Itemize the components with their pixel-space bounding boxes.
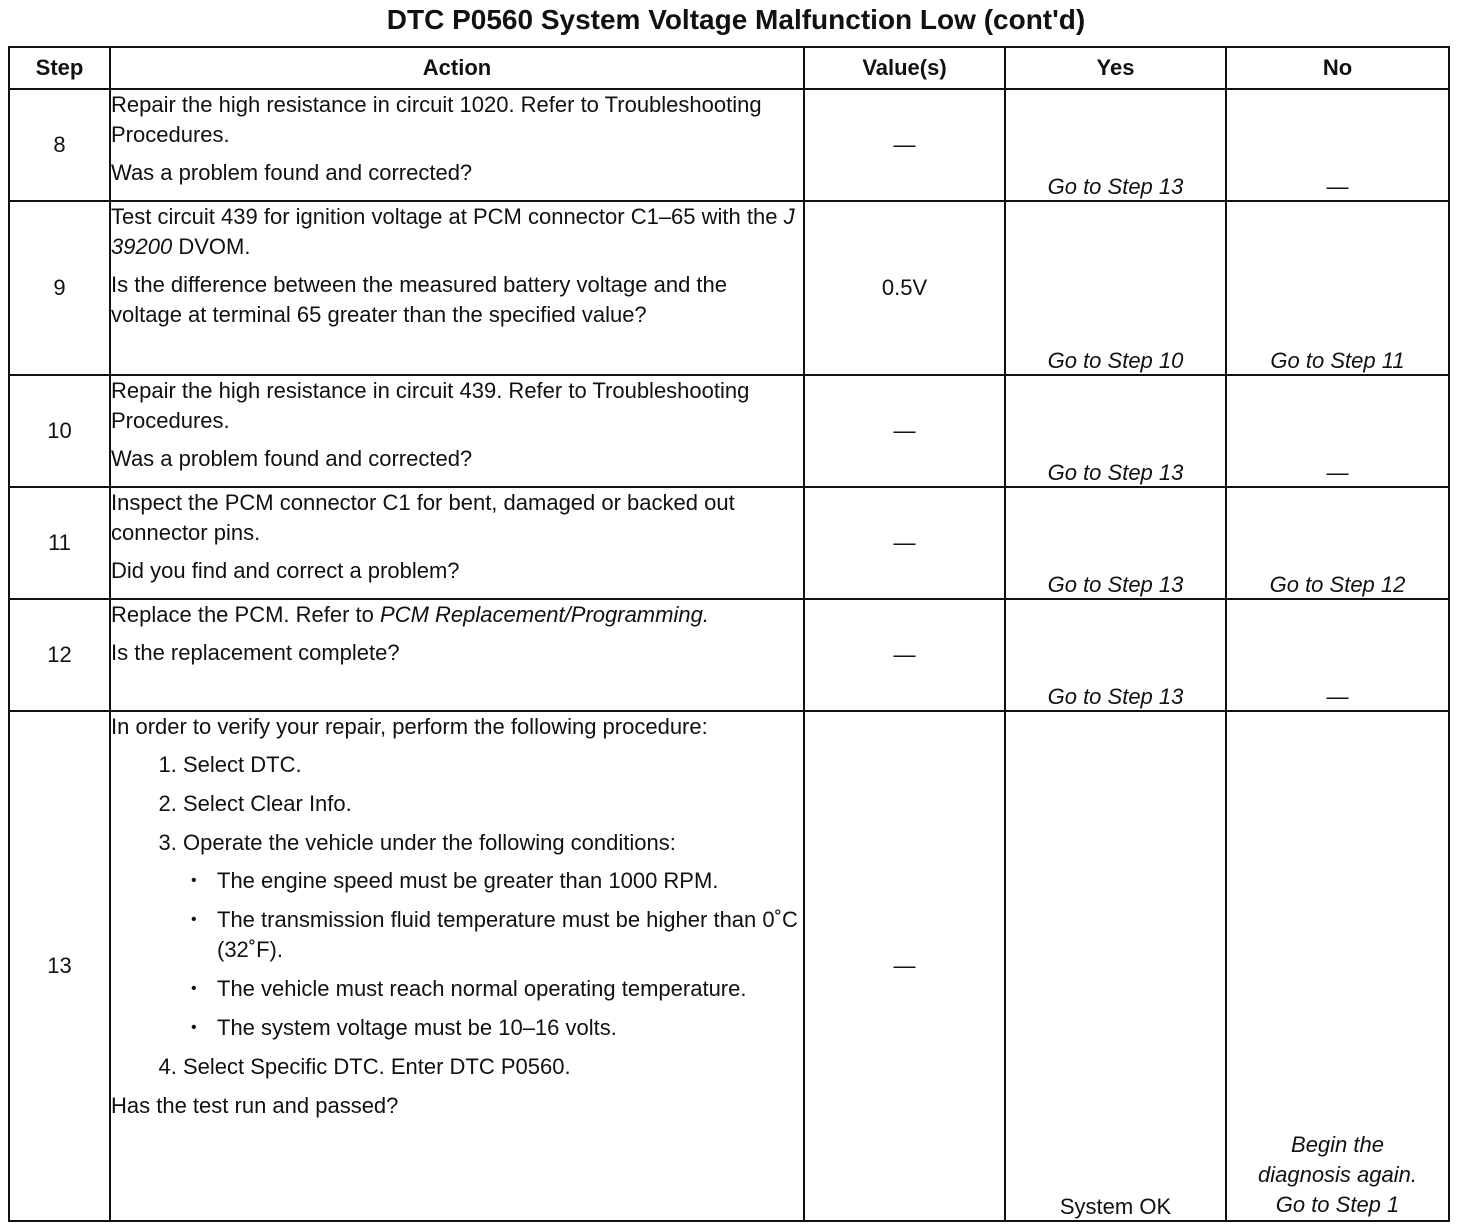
procedure-step [183, 828, 803, 1043]
question-text: Is the difference between the measured battery voltage and the voltage at terminal 65 greater than the specified value? [111, 272, 727, 327]
value-cell: — [804, 487, 1005, 599]
yes-cell: System OK [1005, 711, 1226, 1221]
no-cell-line: Go to Step 1 [1275, 1192, 1400, 1217]
condition-item: • The engine speed must be greater than 1000 RPM. [217, 866, 803, 896]
table-row [9, 487, 1449, 599]
action-cell [110, 89, 804, 201]
condition-item: • The system voltage must be 10–16 volts. [217, 1013, 803, 1043]
action-cell [110, 375, 804, 487]
procedure-list [111, 750, 803, 1082]
procedure-step: 4. Select Specific DTC. Enter DTC P0560. [183, 1052, 803, 1082]
page-title: DTC P0560 System Voltage Malfunction Low (cont'd) [386, 4, 1086, 35]
action-text: Repair the high resistance in circuit 1020. Refer to Troubleshooting Procedures. [111, 92, 762, 147]
yes-cell: Go to Step 13 [1005, 599, 1226, 711]
action-cell [110, 599, 804, 711]
yes-cell: Go to Step 13 [1005, 375, 1226, 487]
action-text: Repair the high resistance in circuit 439. Refer to Troubleshooting Procedures. [111, 378, 750, 433]
header-values: Value(s) [804, 47, 1005, 89]
step-number: 12 [9, 599, 110, 711]
no-cell: Go to Step 11 [1226, 201, 1449, 375]
table-row [9, 375, 1449, 487]
action-cell [110, 201, 804, 375]
table-row [9, 599, 1449, 711]
step-number: 9 [9, 201, 110, 375]
action-cell [110, 487, 804, 599]
no-cell-line: diagnosis again. [1257, 1162, 1417, 1187]
action-text-part: Replace the PCM. Refer to [111, 602, 374, 627]
procedure-reference: PCM Replacement/Programming. [380, 602, 709, 627]
procedure-step: 2. Select Clear Info. [183, 789, 803, 819]
step-number: 13 [9, 711, 110, 1221]
procedure-step: 1. Select DTC. [183, 750, 803, 780]
yes-cell: Go to Step 13 [1005, 89, 1226, 201]
no-cell: — [1226, 89, 1449, 201]
value-cell: — [804, 89, 1005, 201]
conditions-list [183, 866, 803, 1043]
question-text: Was a problem found and corrected? [111, 446, 473, 471]
question-text: Is the replacement complete? [111, 640, 400, 665]
question-text: Did you find and correct a problem? [111, 558, 460, 583]
yes-cell: Go to Step 10 [1005, 201, 1226, 375]
tool-reference: J 39200 [111, 204, 795, 259]
step-number: 8 [9, 89, 110, 201]
action-cell [110, 711, 804, 1221]
no-cell-line: Begin the [1291, 1132, 1384, 1157]
step-number: 11 [9, 487, 110, 599]
action-text [111, 600, 803, 630]
action-text: Inspect the PCM connector C1 for bent, damaged or backed out connector pins. [111, 490, 735, 545]
action-intro: In order to verify your repair, perform the following procedure: [111, 714, 708, 739]
value-cell: 0.5V [804, 201, 1005, 375]
value-cell: — [804, 599, 1005, 711]
condition-item: • The transmission fluid temperature must be higher than 0˚C (32˚F). [217, 905, 803, 965]
value-cell: — [804, 375, 1005, 487]
step-number: 10 [9, 375, 110, 487]
action-text [111, 202, 803, 262]
table-row [9, 89, 1449, 201]
procedure-step-text: Operate the vehicle under the following conditions: [183, 830, 676, 855]
no-cell: — [1226, 599, 1449, 711]
table-row [9, 201, 1449, 375]
no-cell [1226, 711, 1449, 1221]
action-text-part: Test circuit 439 for ignition voltage at PCM connector C1–65 with the [111, 204, 778, 229]
condition-item: • The vehicle must reach normal operating temperature. [217, 974, 803, 1004]
diagnostic-table [8, 46, 1450, 1222]
question-text: Was a problem found and corrected? [111, 160, 473, 185]
header-no: No [1226, 47, 1449, 89]
header-step: Step [9, 47, 110, 89]
question-text: Has the test run and passed? [111, 1093, 399, 1118]
action-text-part: DVOM. [178, 234, 251, 259]
no-cell: Go to Step 12 [1226, 487, 1449, 599]
table-row [9, 711, 1449, 1221]
header-row [9, 47, 1449, 89]
no-cell: — [1226, 375, 1449, 487]
header-action: Action [110, 47, 804, 89]
value-cell: — [804, 711, 1005, 1221]
header-yes: Yes [1005, 47, 1226, 89]
yes-cell: Go to Step 13 [1005, 487, 1226, 599]
